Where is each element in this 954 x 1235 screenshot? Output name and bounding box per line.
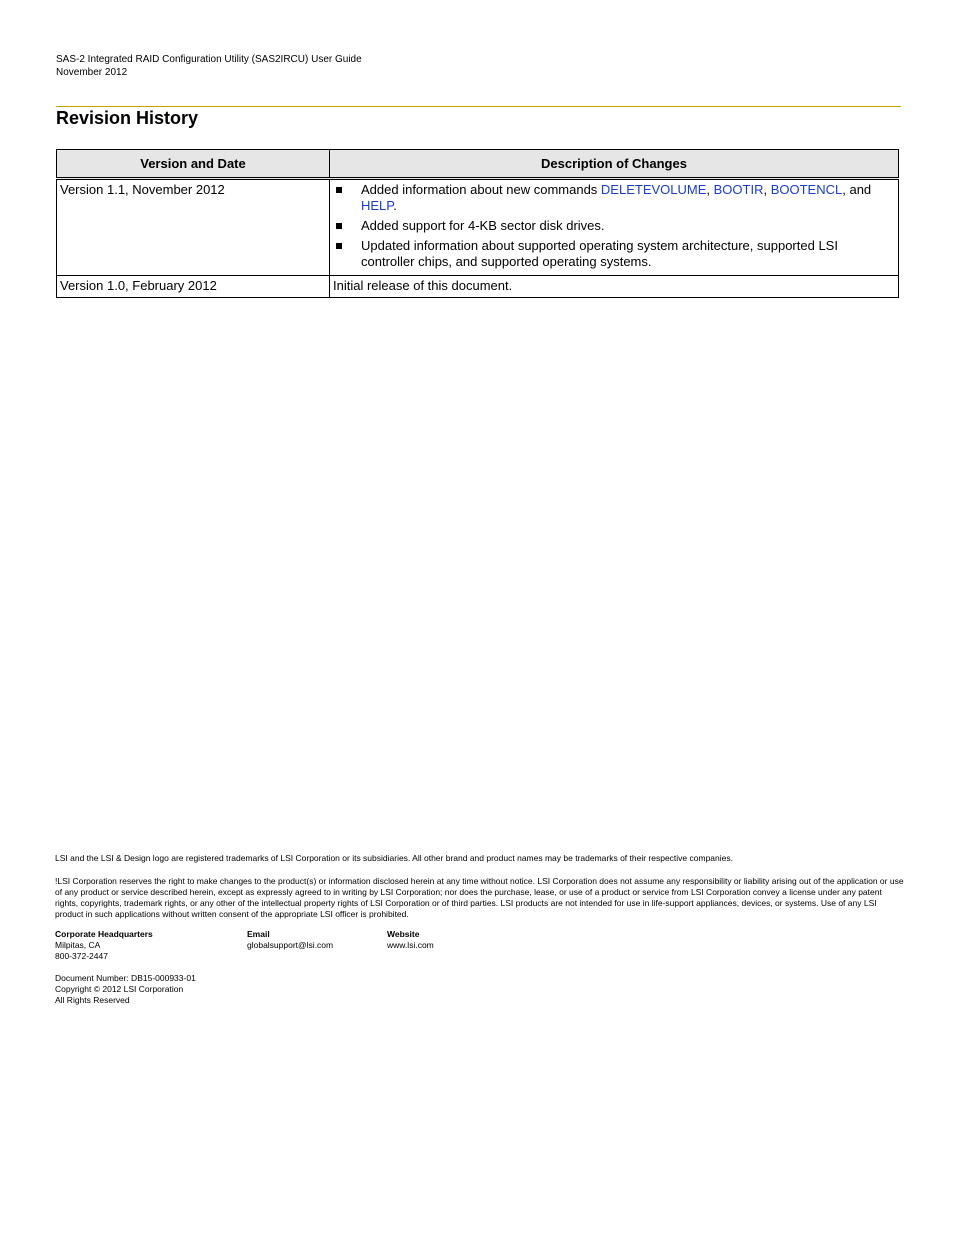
headquarters-phone: 800-372-2447 xyxy=(55,951,108,961)
headquarters-label: Corporate Headquarters xyxy=(55,929,153,939)
change-list xyxy=(333,182,895,270)
document-info xyxy=(55,973,196,1006)
list-item: Updated information about supported operating system architecture, supported LSI controller chips, and supported operating systems. xyxy=(333,238,895,270)
list-item: Added support for 4-KB sector disk drives. xyxy=(333,218,895,234)
column-header-description: Description of Changes xyxy=(330,150,899,179)
description-cell: Initial release of this document. xyxy=(330,276,899,298)
bootencl-link[interactable]: BOOTENCL xyxy=(770,182,843,197)
legal-disclaimer: !LSI Corporation reserves the right to make changes to the product(s) or information disclosed herein at any time without notice. LSI Corporation does not assume any responsibility or liability arising out of the application or use of any product or service described herein, except as expressly agreed to in writing by LSI Corporation; nor does the purchase, lease, or use of a product or service from LSI Corporation convey a license under any patent rights, copyrights, trademark rights, or any other of the intellectual property rights of LSI Corporation or of third parties. LSI products are not intended for use in life-support appliances, devices, or systems. Use of any LSI product in such applications without written consent of the appropriate LSI officer is prohibited. xyxy=(55,876,904,919)
document-title: SAS-2 Integrated RAID Configuration Utility (SAS2IRCU) User Guide xyxy=(56,54,362,65)
website-block xyxy=(387,929,434,951)
trademark-notice: LSI and the LSI & Design logo are registered trademarks of LSI Corporation or its subsidiaries. All other brand and product names may be trademarks of their respective companies. xyxy=(55,853,733,863)
table-row xyxy=(57,179,899,276)
copyright-notice: Copyright © 2012 LSI Corporation xyxy=(55,984,184,994)
help-link[interactable]: HELP xyxy=(361,198,394,213)
rights-notice: All Rights Reserved xyxy=(55,995,130,1005)
list-item: Added information about new commands DELETEVOLUME, BOOTIR, BOOTENCL, and HELP. xyxy=(333,182,895,214)
section-title: Revision History xyxy=(56,108,199,128)
headquarters-city: Milpitas, CA xyxy=(55,940,101,950)
running-header xyxy=(56,53,362,79)
email-address: globalsupport@lsi.com xyxy=(247,940,334,950)
website-label: Website xyxy=(387,929,420,939)
square-bullet-icon xyxy=(336,223,342,229)
revision-history-table xyxy=(56,149,899,298)
headquarters-block xyxy=(55,929,153,962)
table-header-row xyxy=(57,150,899,179)
document-number: Document Number: DB15-000933-01 xyxy=(55,973,196,983)
email-block xyxy=(247,929,333,951)
deletevolume-link[interactable]: DELETEVOLUME xyxy=(600,182,707,197)
square-bullet-icon xyxy=(336,243,342,249)
description-cell xyxy=(330,179,899,276)
bootir-link[interactable]: BOOTIR xyxy=(713,182,764,197)
email-label: Email xyxy=(247,929,270,939)
column-header-version: Version and Date xyxy=(57,150,330,179)
table-row xyxy=(57,276,899,298)
document-date: November 2012 xyxy=(56,67,128,78)
website-url: www.lsi.com xyxy=(387,940,434,950)
square-bullet-icon xyxy=(336,187,342,193)
version-cell: Version 1.0, February 2012 xyxy=(57,276,330,298)
version-cell: Version 1.1, November 2012 xyxy=(57,179,330,276)
